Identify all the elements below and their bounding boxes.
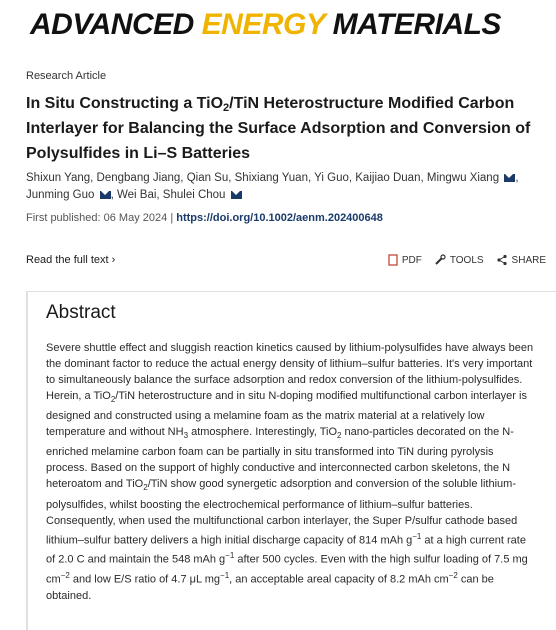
chevron-right-icon: › [111,254,116,266]
article-type: Research Article [26,70,107,82]
abstract-heading: Abstract [46,302,116,323]
share-icon [496,254,508,266]
journal-masthead[interactable] [30,8,501,42]
abstract-body: Severe shuttle effect and sluggish reaction kinetics caused by lithium-polysulfides have always been the dominant factor to reduce the actual energy density of lithium–sulfur batteries. It's very important to simultaneously balance the surface adsorption and redox conversion of the lithium-polysulfides. Herein, a TiO$_2$/TiN heterostructure and in situ N-doping modified multifunctional carbon interlayer is designed and constructed using a melamine foam as the matrix material at a relatively low temperature and without $NH_3$ atmosphere. Interestingly, TiO$_2$ nano-particles decorated on the N-enriched melamine carbon foam can be partially in situ transformed into TiN during pyrolysis process. Based on the support of highly conductive and interconnected carbon skeletons, the N heteroatom and TiO$_2$/TiN show good synergetic adsorption and conversion of the soluble lithium-polysulfides, whilst boosting the electrochemical performance of lithium–sulfur batteries. Consequently, when used the multifunctional carbon interlayer, the Super P/sulfur cathode based lithium–sulfur battery delivers a high initial discharge capacity of 814 mAh $g^{-1}$ at a high current rate of 2.0 C and maintain the 548 mAh $g^{-1}$ after 500 cycles. Even with the high sulfur loading of 7.5 mg $cm^{-2}$ and low E/S ratio of 4.7 μL $mg^{-1}$, an acceptable areal capacity of 8.2 mAh $cm^{-2}$ can be obtained. [46,342,534,602]
masthead-word-3: MATERIALS [332,8,501,41]
email-icon[interactable] [231,191,242,199]
article-title: In Situ Constructing a TiO$_2$/TiN Heterostructure Modified Carbon Interlayer for Balancing the Surface Adsorption and Conversion of Polysulfides in Li–S Batteries [26,95,531,162]
masthead-word-2: ENERGY [201,8,325,41]
masthead-word-1: ADVANCED [30,8,194,41]
read-full-text-link[interactable]: Read the full text › [26,254,116,266]
pdf-button[interactable]: PDF [388,254,422,266]
tools-button[interactable]: TOOLS [434,254,484,266]
authors-line-1[interactable]: Shixun Yang, Dengbang Jiang, Qian Su, Shixiang Yuan, Yi Guo, Kaijiao Duan, Mingwu Xiang [26,172,500,184]
authors-line-2b[interactable]: , Wei Bai, Shulei Chou [110,189,226,201]
authors-line-2a[interactable]: Junming Guo [26,189,95,201]
author-list: Shixun Yang, Dengbang Jiang, Qian Su, Shixiang Yuan, Yi Guo, Kaijiao Duan, Mingwu Xiang , Junming Guo , Wei Bai, Shulei Chou [26,172,519,201]
separator: | [170,212,174,224]
article-tools [388,254,546,266]
share-button[interactable]: SHARE [496,254,546,266]
email-icon[interactable] [504,174,515,182]
doi-link[interactable]: https://doi.org/10.1002/aenm.202400648 [176,212,383,224]
published-date: First published: 06 May 2024 [26,212,168,224]
pdf-icon [388,254,398,266]
email-icon[interactable] [100,191,111,199]
abstract-section [26,291,556,630]
wrench-icon [434,254,446,266]
publication-info [26,212,383,224]
